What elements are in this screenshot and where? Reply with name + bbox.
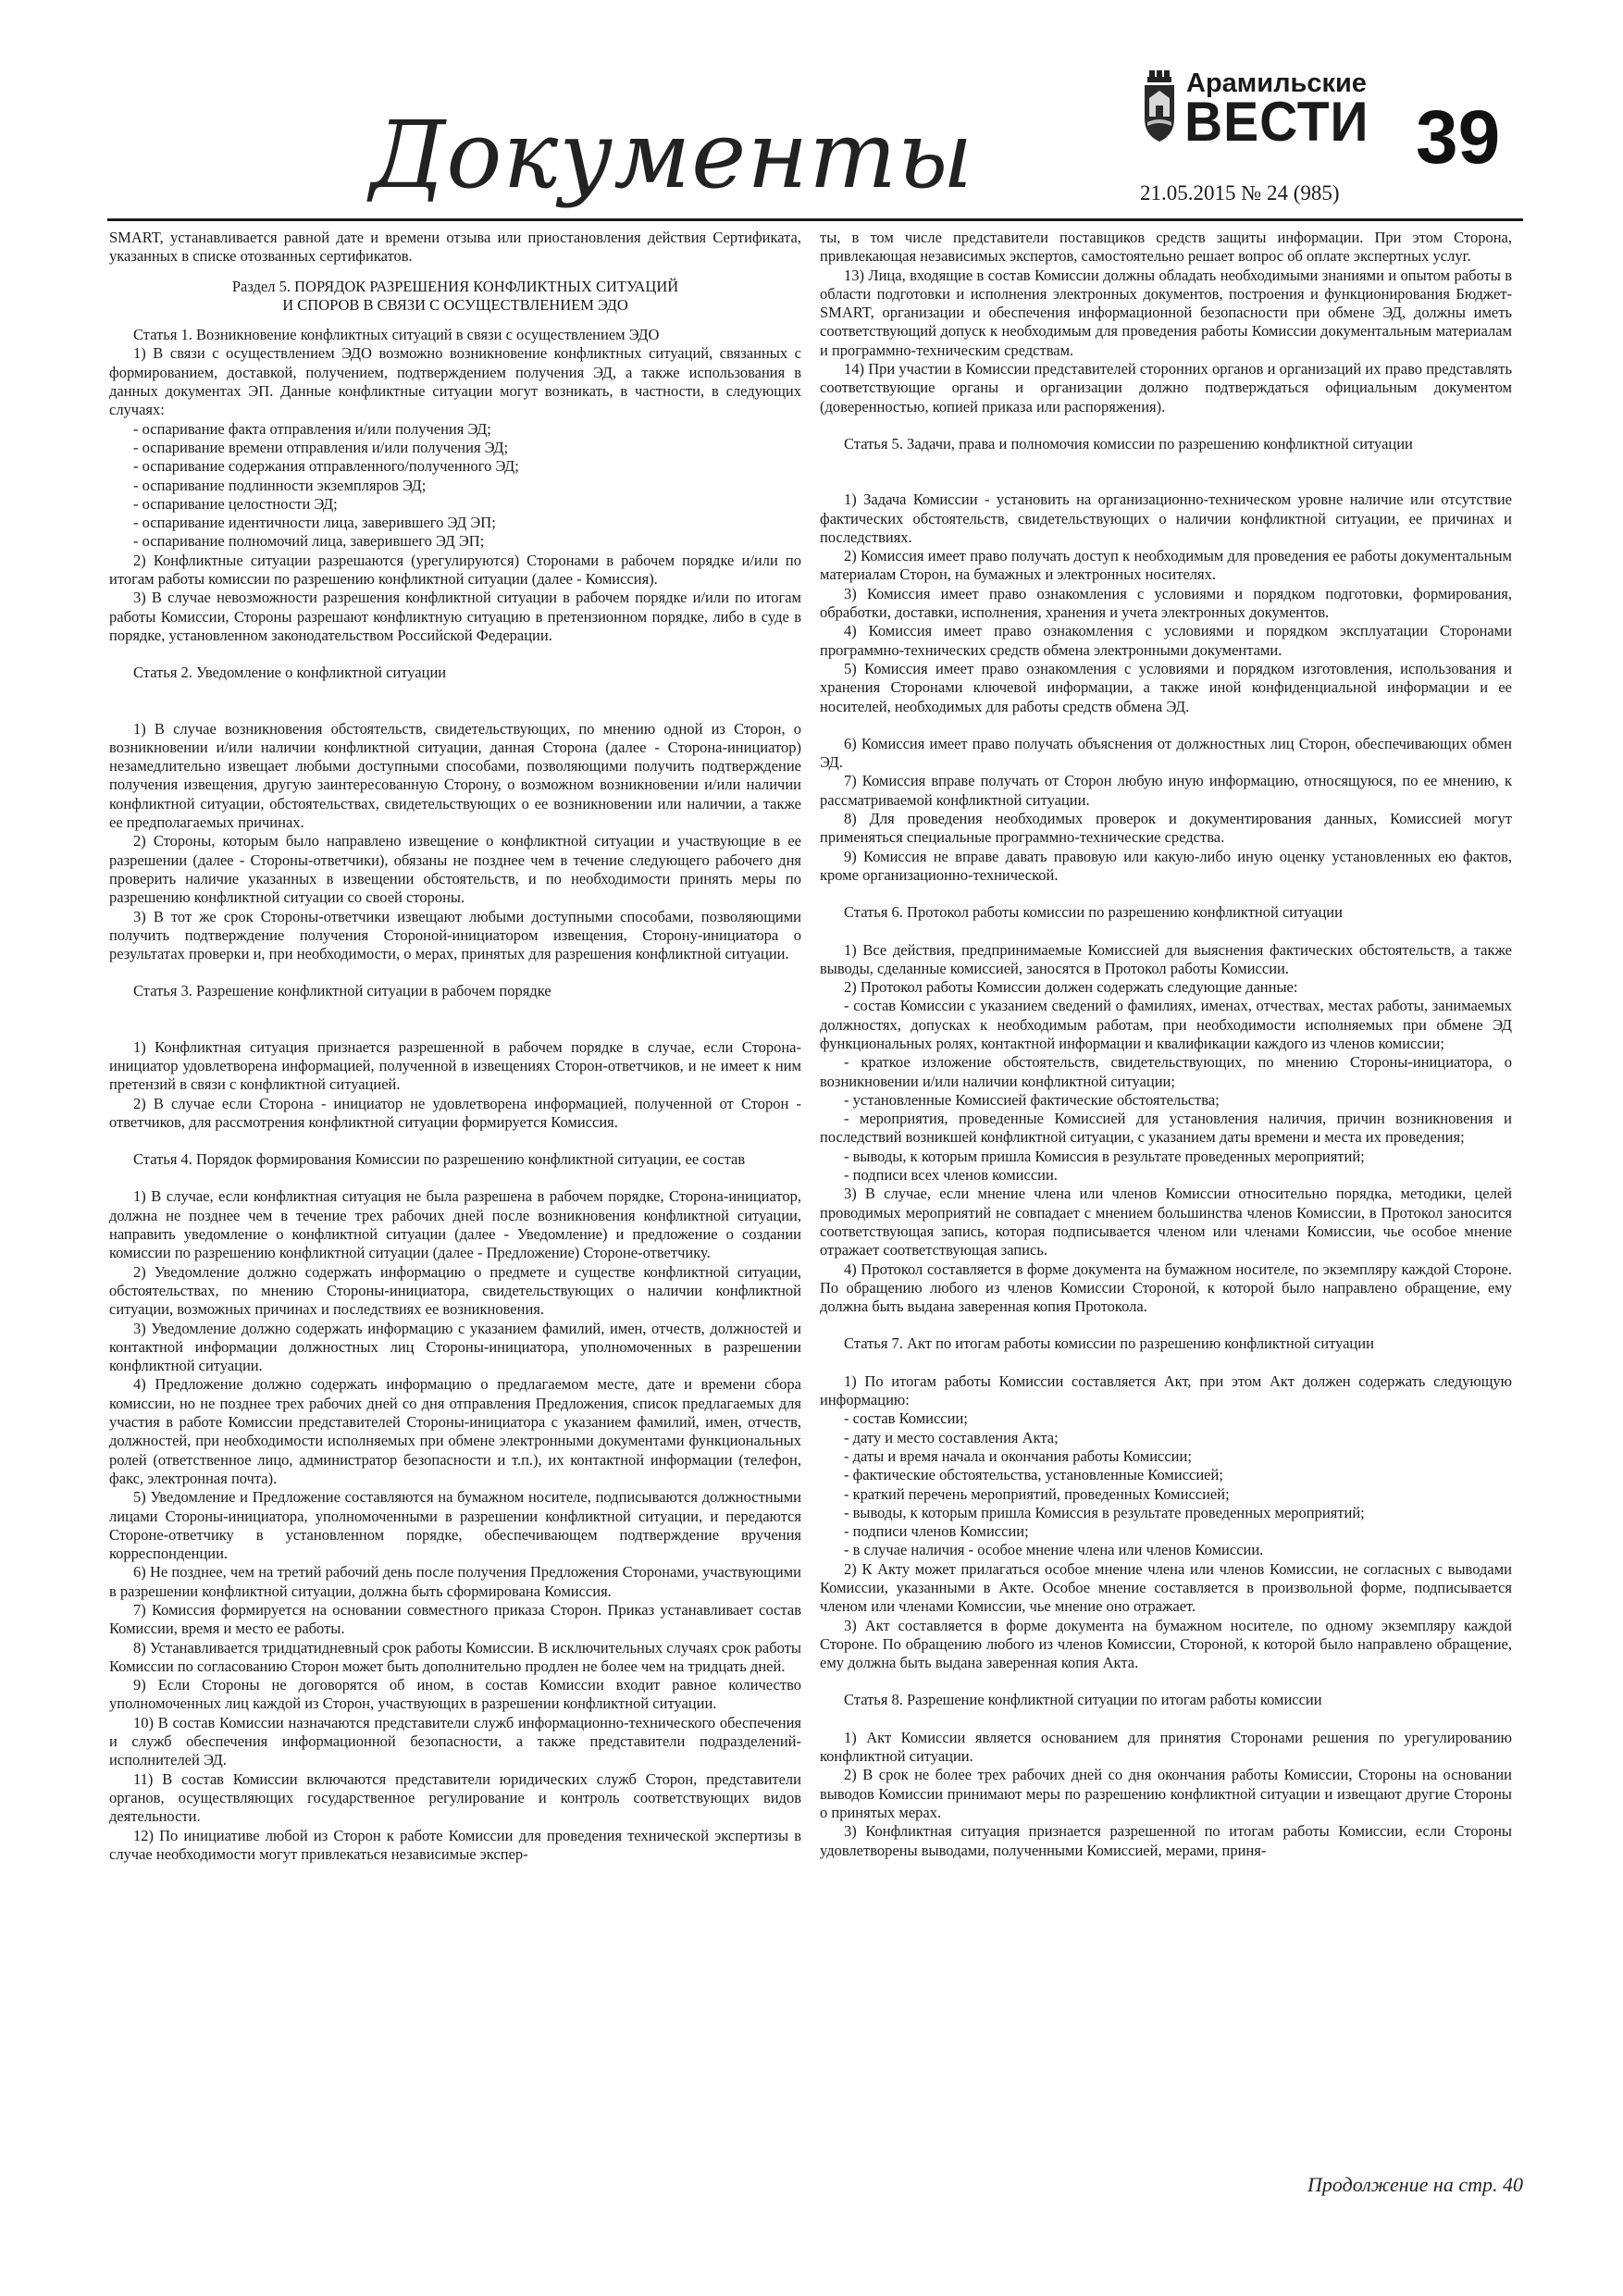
issue-info: 21.05.2015 № 24 (985) — [1140, 181, 1340, 205]
paragraph: 3) Комиссия имеет право ознакомления с условиями и порядком подготовки, формирования, обработки, доставки, исполнения, хранения и учета электронных документов. — [820, 584, 1512, 622]
paragraph: 2) Стороны, которым было направлено извещение о конфликтной ситуации и участвующие в ее разрешении (далее - Стороны-ответчики), обязаны не позднее чем в течение следующего рабочего дня проверить наличие указанных в извещении обстоятельств, и по необходимости принять меры по разрешению конфликтной ситуации со своей стороны. — [109, 832, 801, 907]
newspaper-logo — [1140, 67, 1371, 205]
list-item: - выводы, к которым пришла Комиссия в результате проведенных мероприятий; — [844, 1147, 1365, 1165]
paragraph: 9) Если Стороны не договорятся об ином, в состав Комиссии входит равное количество уполномоченных лиц каждой из Сторон, участвующих в разрешении конфликтной ситуации. — [109, 1676, 801, 1713]
paragraph: 9) Комиссия не вправе давать правовую или какую-либо иную оценку установленных ею фактов, кроме организационно-технической. — [820, 847, 1512, 884]
list-item: - подписи членов Комиссии; — [844, 1522, 1029, 1541]
article-heading: Статья 6. Протокол работы комиссии по разрешению конфликтной ситуации — [844, 903, 1343, 922]
list-item: - оспаривание подлинности экземпляров ЭД; — [133, 476, 427, 494]
paragraph: 2) Конфликтные ситуации разрешаются (урегулируются) Сторонами в рабочем порядке и/или по итогам работы комиссии по разрешению конфликтной ситуации (далее - Комиссия). — [109, 551, 801, 589]
list-item: - краткое изложение обстоятельств, свидетельствующих, по мнению Стороны-инициатора, о возникновении и/или наличии конфликтной ситуации; — [820, 1053, 1512, 1090]
list-item: - оспаривание идентичности лица, заверившего ЭД ЭП; — [133, 514, 496, 532]
paragraph: 14) При участии в Комиссии представителей сторонних органов и организаций их право представлять соответствующие органы и организации должно подтверждаться официальным документом (доверенностью, копией приказа или распоряжения). — [820, 360, 1512, 416]
paragraph: 8) Устанавливается тридцатидневный срок работы Комиссии. В исключительных случаях срок работы Комиссии по согласованию Сторон может быть дополнительно продлен не более чем на тридцать дней. — [109, 1638, 801, 1675]
section-title: Документы — [370, 101, 974, 209]
paragraph: 2) В случае если Сторона - инициатор не удовлетворена информацией, полученной от Сторон - ответчиков, для рассмотрения конфликтной ситуации формируется Комиссия. — [109, 1094, 801, 1131]
list-item: - установленные Комиссией фактические обстоятельства; — [844, 1090, 1220, 1109]
coat-of-arms-icon — [1142, 70, 1177, 143]
paragraph: 2) Протокол работы Комиссии должен содержать следующие данные: — [844, 978, 1298, 997]
paragraph: 1) Все действия, предпринимаемые Комиссией для выяснения фактических обстоятельств, а также выводы, сделанные комиссией, заносятся в Протокол работы Комиссии. — [820, 940, 1512, 977]
paragraph: 1) Задача Комиссии - установить на организационно-техническом уровне наличие или отсутствие фактических обстоятельств, свидетельствующих о наличии конфликтной ситуации, ее причинах и последствиях. — [820, 490, 1512, 546]
article-heading: Статья 5. Задачи, права и полномочия комиссии по разрешению конфликтной ситуации — [844, 434, 1413, 453]
section-heading: Раздел 5. ПОРЯДОК РАЗРЕШЕНИЯ КОНФЛИКТНЫХ СИТУАЦИЙ И СПОРОВ В СВЯЗИ С ОСУЩЕСТВЛЕНИЕМ ЭДО — [231, 277, 679, 314]
list-item: - в случае наличия - особое мнение члена или членов Комиссии. — [844, 1541, 1264, 1559]
newspaper-town: Арамильские — [1186, 68, 1367, 98]
list-item: - дату и место составления Акта; — [844, 1428, 1059, 1446]
paragraph: 1) Акт Комиссии является основанием для принятия Сторонами решения по урегулированию конфликтной ситуации. — [820, 1728, 1512, 1766]
paragraph: 2) К Акту может прилагаться особое мнение члена или членов Комиссии, не согласных с выводами Комиссии, указанными в Акте. Особое мнение составляется в произвольной форме, подписывается членом или членами Комиссии, чье мнение оно отражает. — [820, 1559, 1512, 1616]
paragraph: 3) В случае невозможности разрешения конфликтной ситуации в рабочем порядке и/или по итогам работы Комиссии, Стороны разрешают конфликтную ситуацию в претензионном порядке, либо в суде в порядке, установленном законодательством Российской Федерации. — [109, 589, 801, 644]
paragraph: 2) Уведомление должно содержать информацию о предмете и существе конфликтной ситуации, обстоятельствах, по мнению Стороны-инициатора, свидетельствующих о наличии конфликтной ситуации, возможных причинах и последствиях ее возникновения. — [109, 1262, 801, 1319]
paragraph: 11) В состав Комиссии включаются представители юридических служб Сторон, представители органов, осуществляющих государственное регулирование и контроль соответствующих видов деятельности. — [109, 1769, 801, 1826]
list-item: - выводы, к которым пришла Комиссия в результате проведенных мероприятий; — [844, 1503, 1365, 1521]
paragraph: 1) Конфликтная ситуация признается разрешенной в рабочем порядке в случае, если Сторона-инициатор удовлетворена информацией, полученной в извещениях Сторон-ответчиков, и не имеет к ним претензий в связи с конфликтной ситуацией. — [109, 1037, 801, 1094]
paragraph: 13) Лица, входящие в состав Комиссии должны обладать необходимыми знаниями и опытом работы в области подготовки и исполнения электронных документов, построения и функционирования Бюджет- SMART, организации и обеспечения информационной безопасности при обмене ЭД, должны иметь соответствующий допуск к необходимым для проведения работы Комиссии документальным материалам и программно-техническим средствам. — [820, 266, 1512, 359]
article-heading: Статья 7. Акт по итогам работы комиссии по разрешению конфликтной ситуации — [844, 1334, 1374, 1353]
paragraph: 3) В случае, если мнение члена или членов Комиссии относительно порядка, методики, целей проводимых мероприятий не совпадает с мнением большинства членов Комиссии, в Протокол заносится соответствующая запись, которая подписывается членом или членами Комиссии, чье особое мнение отражает соответствующая запись. — [820, 1185, 1512, 1260]
paragraph: 10) В состав Комиссии назначаются представители служб информационно-технического обеспечения и служб обеспечения информационной безопасности, а также представители подразделений-исполнителей ЭД. — [109, 1713, 801, 1769]
list-item: - оспаривание целостности ЭД; — [133, 494, 338, 513]
list-item: - мероприятия, проведенные Комиссией для установления наличия, причин возникновения и последствий возникшей конфликтной ситуации, с указанием даты времени и места их проведения; — [820, 1110, 1512, 1147]
right-column — [820, 229, 1512, 1860]
list-item: - оспаривание факта отправления и/или получения ЭД; — [133, 419, 491, 438]
paragraph: 6) Не позднее, чем на третий рабочий день после получения Предложения Сторонами, участвующими в разрешении конфликтной ситуации, должна быть сформирована Комиссия. — [109, 1563, 801, 1600]
paragraph: 7) Комиссия формируется на основании совместного приказа Сторон. Приказ устанавливает состав Комиссии, время и место ее работы. — [109, 1601, 801, 1638]
article-heading: Статья 2. Уведомление о конфликтной ситуации — [133, 664, 447, 682]
paragraph: 2) В срок не более трех рабочих дней со дня окончания работы Комиссии, Стороны на основании выводов Комиссии принимают меры по разрешению конфликтной ситуации и извещают другие Стороны о принятых мерах. — [820, 1766, 1512, 1821]
paragraph: 1) В связи с осуществлением ЭДО возможно возникновение конфликтных ситуаций, связанных с формированием, доставкой, получением, подтверждением получения ЭД, а также использования в данных документах ЭП. Данные конфликтные ситуации могут возникать, в частности, в следующих случаях: — [109, 344, 801, 419]
list-item: - оспаривание содержания отправленного/полученного ЭД; — [133, 457, 519, 476]
article-heading: Статья 4. Порядок формирования Комиссии по разрешению конфликтной ситуации, ее состав — [133, 1150, 746, 1169]
paragraph: 1) В случае, если конфликтная ситуация не была разрешена в рабочем порядке, Сторона-инициатор, должна не позднее чем в течение трех рабочих дней после возникновения конфликтной ситуации, направить уведомление о конфликтной ситуации (далее - Уведомление) и предложение о создании комиссии по разрешению конфликтной ситуации (далее - Предложение) Стороне-ответчику. — [109, 1187, 801, 1262]
article-heading: Статья 1. Возникновение конфликтных ситуаций в связи с осуществлением ЭДО — [133, 326, 660, 344]
paragraph: 7) Комиссия вправе получать от Сторон любую иную информацию, относящуюся, по ее мнению, к рассматриваемой конфликтной ситуации. — [820, 772, 1512, 809]
newspaper-name: ВЕСТИ — [1184, 91, 1369, 153]
header-divider — [107, 218, 1523, 221]
paragraph: 8) Для проведения необходимых проверок и документирования данных, Комиссией могут применяться специальные программно-технические средства. — [820, 810, 1512, 847]
paragraph: 3) В тот же срок Стороны-ответчики извещают любыми доступными способами, позволяющими получить подтверждение получения Стороной-инициатором извещения, Сторону-инициатора о результатах проверки и, при необходимости, о мерах, принятых для разрешения конфликтной ситуации. — [109, 907, 801, 963]
continued-note: Продолжение на стр. 40 — [1307, 2173, 1523, 2196]
paragraph: 3) Конфликтная ситуация признается разрешенной по итогам работы Комиссии, если Стороны удовлетворены выводами, полученными Комиссией, мерами, приня- — [820, 1822, 1512, 1859]
list-item: - состав Комиссии; — [844, 1409, 968, 1428]
paragraph: 5) Уведомление и Предложение составляются на бумажном носителе, подписываются должностными лицами Стороны-инициатора, уполномоченными в разрешении конфликтной ситуации, и передаются Стороне-ответчику в установленном порядке, обеспечивающем подтверждение вручения корреспонденции. — [109, 1488, 801, 1563]
paragraph: 1) В случае возникновения обстоятельств, свидетельствующих, по мнению одной из Сторон, о возникновении и/или наличии конфликтной ситуации, данная Сторона (далее - Сторона-инициатор) незамедлительно извещает любыми доступными способами, позволяющими получить подтверждение получения извещения, другую заинтересованную Сторону, о возможном возникновении и/или наличии конфликтной ситуации, обстоятельствах, свидетельствующих о ее возникновении или наличии, а также ее предполагаемых причинах. — [109, 719, 801, 832]
paragraph: SMART, устанавливается равной дате и времени отзыва или приостановления действия Сертификата, указанных в списке отозванных сертификатов. — [109, 229, 801, 266]
article-heading: Статья 3. Разрешение конфликтной ситуации в рабочем порядке — [133, 982, 551, 1000]
paragraph: 4) Предложение должно содержать информацию о предлагаемом месте, дате и времени сбора комиссии, но не позднее трех рабочих дней со дня отправления Предложения, список предлагаемых для участия в работе Комиссии представителей Стороны-инициатора с указанием фамилий, имен, отчеств, должностей, при необходимости исполняемых при обмене электронными документами функциональных ролей (ответственное лицо, администратор безопасности и т.п.), их контактной информации (телефон, факс, электронная почта). — [109, 1375, 801, 1487]
paragraph: 2) Комиссия имеет право получать доступ к необходимым для проведения ее работы документальным материалам Сторон, на бумажных и электронных носителях. — [820, 547, 1512, 584]
paragraph: 5) Комиссия имеет право ознакомления с условиями и порядком изготовления, использования и хранения Сторонами ключевой информации, а также иной конфиденциальной информации и ее носителей, необходимых для работы средств обмена ЭД. — [820, 659, 1512, 715]
paragraph: 1) По итогам работы Комиссии составляется Акт, при этом Акт должен содержать следующую информацию: — [820, 1371, 1512, 1409]
list-item: - краткий перечень мероприятий, проведенных Комиссией; — [844, 1484, 1230, 1503]
list-item: - подписи всех членов комиссии. — [844, 1166, 1058, 1185]
paragraph: 12) По инициативе любой из Сторон к работе Комиссии для проведения технической экспертизы в случае необходимости могут привлекаться независимые экспер- — [109, 1826, 801, 1863]
left-column — [109, 229, 801, 1864]
list-item: - состав Комиссии с указанием сведений о фамилиях, именах, отчествах, местах работы, занимаемых должностях, допусках к необходимым работам, при необходимости исполняемых при обмене ЭД функциональных ролях, контактной информации и квалификации каждого из членов комиссии; — [820, 997, 1512, 1052]
paragraph: 6) Комиссия имеет право получать объяснения от должностных лиц Сторон, обеспечивающих обмен ЭД. — [820, 734, 1512, 772]
paragraph: 4) Комиссия имеет право ознакомления с условиями и порядком эксплуатации Сторонами программно-технических средств обмена электронными документами. — [820, 622, 1512, 659]
article-heading: Статья 8. Разрешение конфликтной ситуации по итогам работы комиссии — [844, 1691, 1322, 1709]
list-item: - оспаривание времени отправления и/или получения ЭД; — [133, 438, 509, 456]
paragraph: 3) Уведомление должно содержать информацию с указанием фамилий, имен, отчеств, должностей и контактной информации должностных лиц Стороны-инициатора, уполномоченных в разрешении конфликтной ситуации. — [109, 1319, 801, 1375]
list-item: - оспаривание полномочий лица, заверившего ЭД ЭП; — [133, 532, 485, 551]
page-number: 39 — [1416, 95, 1501, 180]
paragraph: ты, в том числе представители поставщиков средств защиты информации. При этом Сторона, привлекающая независимых экспертов, самостоятельно решает вопрос об оплате экспертных услуг. — [820, 229, 1512, 266]
list-item: - фактические обстоятельства, установленные Комиссией; — [844, 1466, 1223, 1484]
paragraph: 4) Протокол составляется в форме документа на бумажном носителе, по экземпляру каждой Стороне. По обращению любого из членов Комиссии Стороной, к которой было направлено обращение, ему должна быть выдана заверенная копия Протокола. — [820, 1260, 1512, 1316]
paragraph: 3) Акт составляется в форме документа на бумажном носителе, по одному экземпляру каждой Стороне. По обращению любого из членов Комиссии, Стороной, к которой было направлено обращение, ему должна быть выдана заверенная копия Акта. — [820, 1616, 1512, 1672]
list-item: - даты и время начала и окончания работы Комиссии; — [844, 1446, 1192, 1465]
